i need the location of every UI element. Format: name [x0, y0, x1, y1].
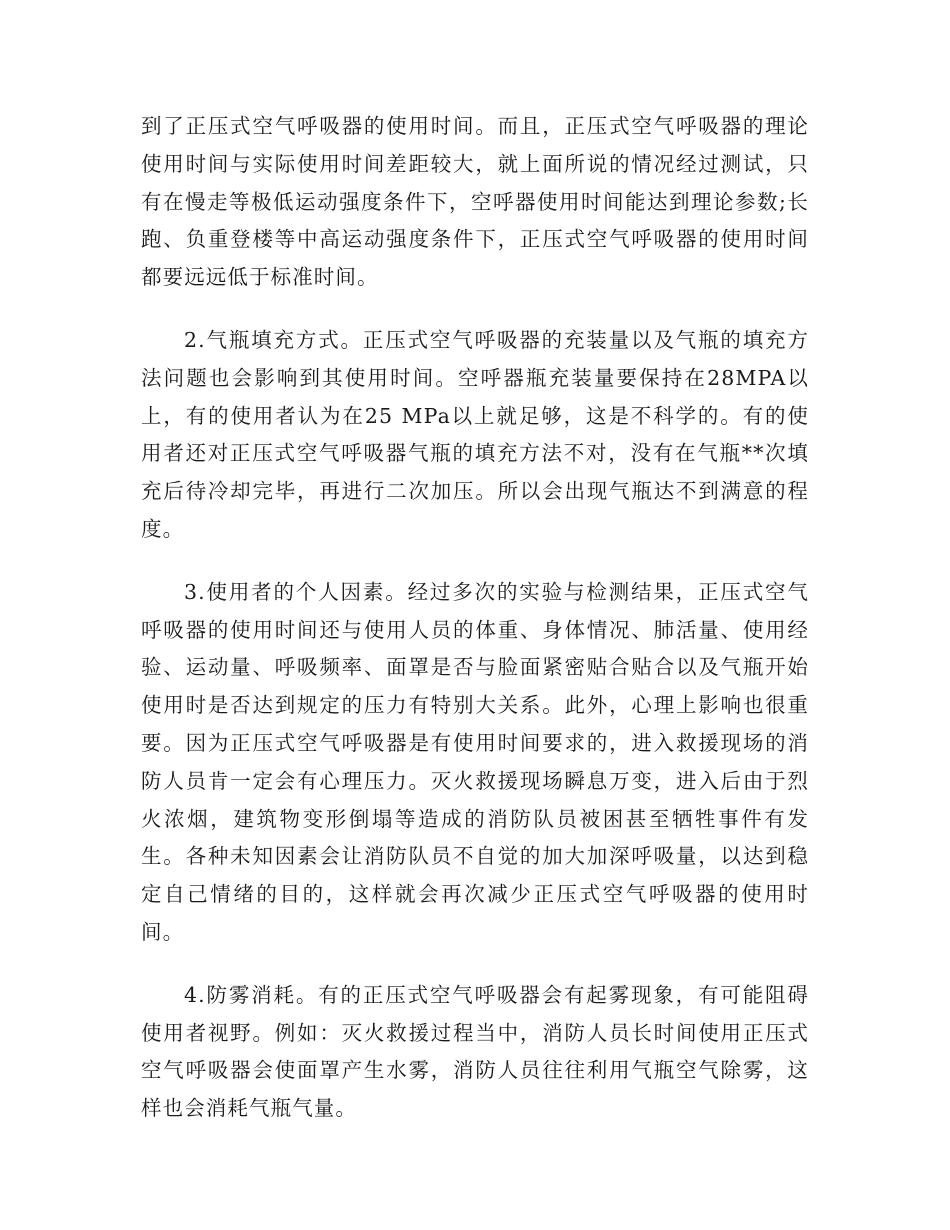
- paragraph-personal-factors: 3.使用者的个人因素。经过多次的实验与检测结果，正压式空气呼吸器的使用时间还与使用人员的体重、身体情况、肺活量、使用经验、运动量、呼吸频率、面罩是否与脸面紧密贴合贴合以及气瓶开始使用时是否达到规定的压力有特别大关系。此外，心理上影响也很重要。因为正压式空气呼吸器是有使用时间要求的，进入救援现场的消防人员肯一定会有心理压力。灭火救援现场瞬息万变，进入后由于烈火浓烟，建筑物变形倒塌等造成的消防队员被困甚至牺牲事件有发生。各种未知因素会让消防队员不自觉的加大加深呼吸量，以达到稳定自己情绪的目的，这样就会再次减少正压式空气呼吸器的使用时间。: [141, 579, 809, 944]
- paragraph-cylinder-filling: 2.气瓶填充方式。正压式空气呼吸器的充装量以及气瓶的填充方法问题也会影响到其使用时间。空呼器瓶充装量要保持在28MPA以上，有的使用者认为在25 MPa以上就足够，这是不科学的。有的使用者还对正压式空气呼吸器气瓶的填充方法不对，没有在气瓶**次填充后待冷却完毕，再进行二次加压。所以会出现气瓶达不到满意的程度。: [141, 327, 809, 541]
- paragraph-continuation: 到了正压式空气呼吸器的使用时间。而且，正压式空气呼吸器的理论使用时间与实际使用时间差距较大，就上面所说的情况经过测试，只有在慢走等极低运动强度条件下，空呼器使用时间能达到理论参数;长跑、负重登楼等中高运动强度条件下，正压式空气呼吸器的使用时间都要远远低于标准时间。: [141, 114, 809, 290]
- paragraph-anti-fog-consumption: 4.防雾消耗。有的正压式空气呼吸器会有起雾现象，有可能阻碍使用者视野。例如：灭火救援过程当中，消防人员长时间使用正压式空气呼吸器会使面罩产生水雾，消防人员往往利用气瓶空气除雾，这样也会消耗气瓶气量。: [141, 982, 809, 1121]
- document-body: [141, 108, 809, 1153]
